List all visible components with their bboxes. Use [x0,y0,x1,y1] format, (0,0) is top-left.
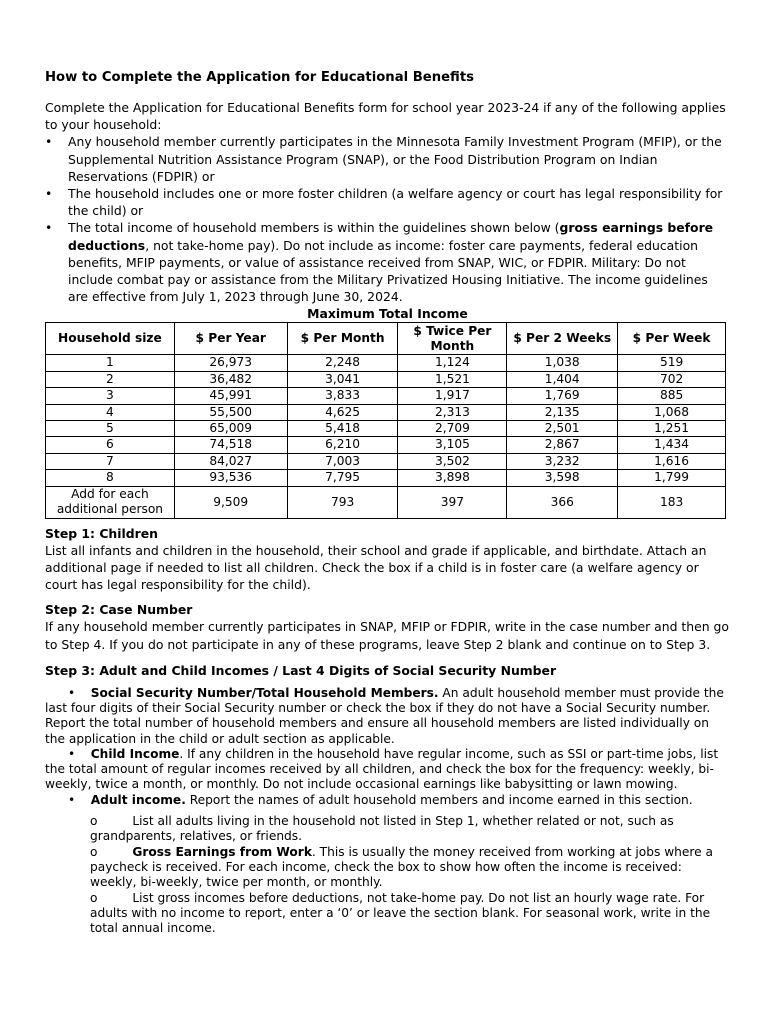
table-cell: 3,833 [287,388,398,404]
table-cell: 36,482 [174,371,287,387]
bullet-item: • Any household member currently participates in the Minnesota Family Investment Program (MFIP), or the Supplemental Nutrition Assistance Program (SNAP), or the Food Distribution Program on Indian Reservations (FDPIR) or [45,134,722,184]
table-cell: 2 [46,371,175,387]
bullet-icon: • [68,746,76,761]
table-cell: 1,124 [398,355,507,371]
step2-heading: Step 2: Case Number [45,602,193,618]
step1-heading: Step 1: Children [45,525,158,541]
table-header-row [46,323,726,355]
table-header-cell: $ Per Week [618,323,726,355]
table-cell: 55,500 [174,404,287,420]
table-cell: 1,404 [507,371,618,387]
table-row [46,371,726,387]
step3-item: • Social Security Number/Total Household Members. An adult household member must provide the last four digits of their Social Security number or check the box if they do not have a Social Security number. Report the total number of household members and ensure all household members are listed individually on the application in the child or adult section as applicable. [45,685,724,746]
bullet-icon: • [45,134,53,150]
bullet-icon: • [45,220,53,236]
bullet-item: • The household includes one or more foster children (a welfare agency or court has legal responsibility for the child) or [45,186,723,219]
table-cell: 1,521 [398,371,507,387]
table-cell: 3,598 [507,470,618,486]
table-header-cell: Household size [46,323,175,355]
table-row [46,404,726,420]
table-cell: 397 [398,486,507,518]
step3-subitem: o List all adults living in the household not listed in Step 1, whether related or not, such as grandparents, relatives, or friends. [90,814,674,844]
table-row [46,437,726,453]
table-cell: 7 [46,453,175,469]
table-cell: 4 [46,404,175,420]
table-cell: 1,251 [618,421,726,437]
table-row [46,388,726,404]
table-cell: 1,434 [618,437,726,453]
table-cell: 366 [507,486,618,518]
bullet-icon: • [68,792,76,807]
page-title: How to Complete the Application for Educational Benefits [45,70,474,85]
table-row [46,470,726,486]
table-cell: 5 [46,421,175,437]
table-cell: 2,867 [507,437,618,453]
table-cell: 793 [287,486,398,518]
table-cell: 2,313 [398,404,507,420]
table-cell: 6,210 [287,437,398,453]
table-cell: 3,502 [398,453,507,469]
table-header-cell: $ Per 2 Weeks [507,323,618,355]
table-cell: 885 [618,388,726,404]
document-page [45,70,730,936]
step2-text: If any household member currently participates in SNAP, MFIP or FDPIR, write in the case number and then go to Step 4. If you do not participate in any of these programs, leave Step 2 blank and continue on to Step 3. [45,619,729,652]
table-cell: 93,536 [174,470,287,486]
table-cell: 74,518 [174,437,287,453]
table-row [46,421,726,437]
table-cell: 26,973 [174,355,287,371]
step3-item: • Child Income. If any children in the household have regular income, such as SSI or part-time jobs, list the total amount of regular incomes received by all children, and check the box for the frequency: weekly, bi-weekly, twice a month, or monthly. Do not include occasional earnings like babysitting or lawn mowing. [45,746,719,792]
intro-paragraph: Complete the Application for Educational Benefits form for school year 2023-24 if any of the following applies to your household: [45,100,726,133]
table-cell: 1,616 [618,453,726,469]
table-cell: 9,509 [174,486,287,518]
table-cell: 2,135 [507,404,618,420]
table-cell: 3,105 [398,437,507,453]
step1-text: List all infants and children in the household, their school and grade if applicable, and birthdate. Attach an additional page if needed to list all children. Check the box if a child is in foster care (a welfare agency or court has legal responsibility for the child). [45,542,707,593]
table-cell: 1,799 [618,470,726,486]
table-row [46,355,726,371]
step3-heading: Step 3: Adult and Child Incomes / Last 4 Digits of Social Security Number [45,662,557,678]
table-cell: 6 [46,437,175,453]
table-title: Maximum Total Income [307,306,468,322]
table-cell: 3,041 [287,371,398,387]
table-cell: 3,898 [398,470,507,486]
table-cell: 1,917 [398,388,507,404]
table-header-cell: $ Per Year [174,323,287,355]
table-cell: 8 [46,470,175,486]
table-cell: 7,003 [287,453,398,469]
table-cell: 84,027 [174,453,287,469]
table-cell: 45,991 [174,388,287,404]
table-cell: 4,625 [287,404,398,420]
table-cell: Add for each additional person [46,486,175,518]
income-table [45,322,726,518]
table-cell: 519 [618,355,726,371]
step3-item: • Adult income. Report the names of adult household members and income earned in this section. [68,792,693,807]
table-cell: 1,038 [507,355,618,371]
table-cell: 1 [46,355,175,371]
table-header-cell: $ Per Month [287,323,398,355]
table-cell: 183 [618,486,726,518]
table-cell: 702 [618,371,726,387]
table-row [46,486,726,518]
bullet-item: • The total income of household members is within the guidelines shown below (gross earnings before deductions, not take-home pay). Do not include as income: foster care payments, federal education benefits, MFIP payments, or value of assistance received from SNAP, WIC, or FDPIR. Military: Do not include combat pay or assistance from the Military Privatized Housing Initiative. The income guidelines are effective from July 1, 2023 through June 30, 2024. [45,220,714,305]
table-row [46,453,726,469]
table-cell: 7,795 [287,470,398,486]
table-cell: 1,068 [618,404,726,420]
step3-subitem: o Gross Earnings from Work. This is usually the money received from working at jobs where a paycheck is received. For each income, check the box to show how often the income is received: weekly, bi-weekly, twice per month, or monthly. [90,844,713,890]
bullet-icon: • [45,186,53,202]
table-cell: 5,418 [287,421,398,437]
table-cell: 3,232 [507,453,618,469]
table-cell: 2,709 [398,421,507,437]
table-cell: 2,501 [507,421,618,437]
table-header-cell: $ Twice Per Month [398,323,507,355]
table-cell: 1,769 [507,388,618,404]
table-cell: 2,248 [287,355,398,371]
step3-subitem: o List gross incomes before deductions, not take-home pay. Do not list an hourly wage rate. For adults with no income to report, enter a ‘0’ or leave the section blank. For seasonal work, write in the total annual income. [90,890,711,936]
table-cell: 3 [46,388,175,404]
table-cell: 65,009 [174,421,287,437]
bullet-icon: • [68,685,76,700]
